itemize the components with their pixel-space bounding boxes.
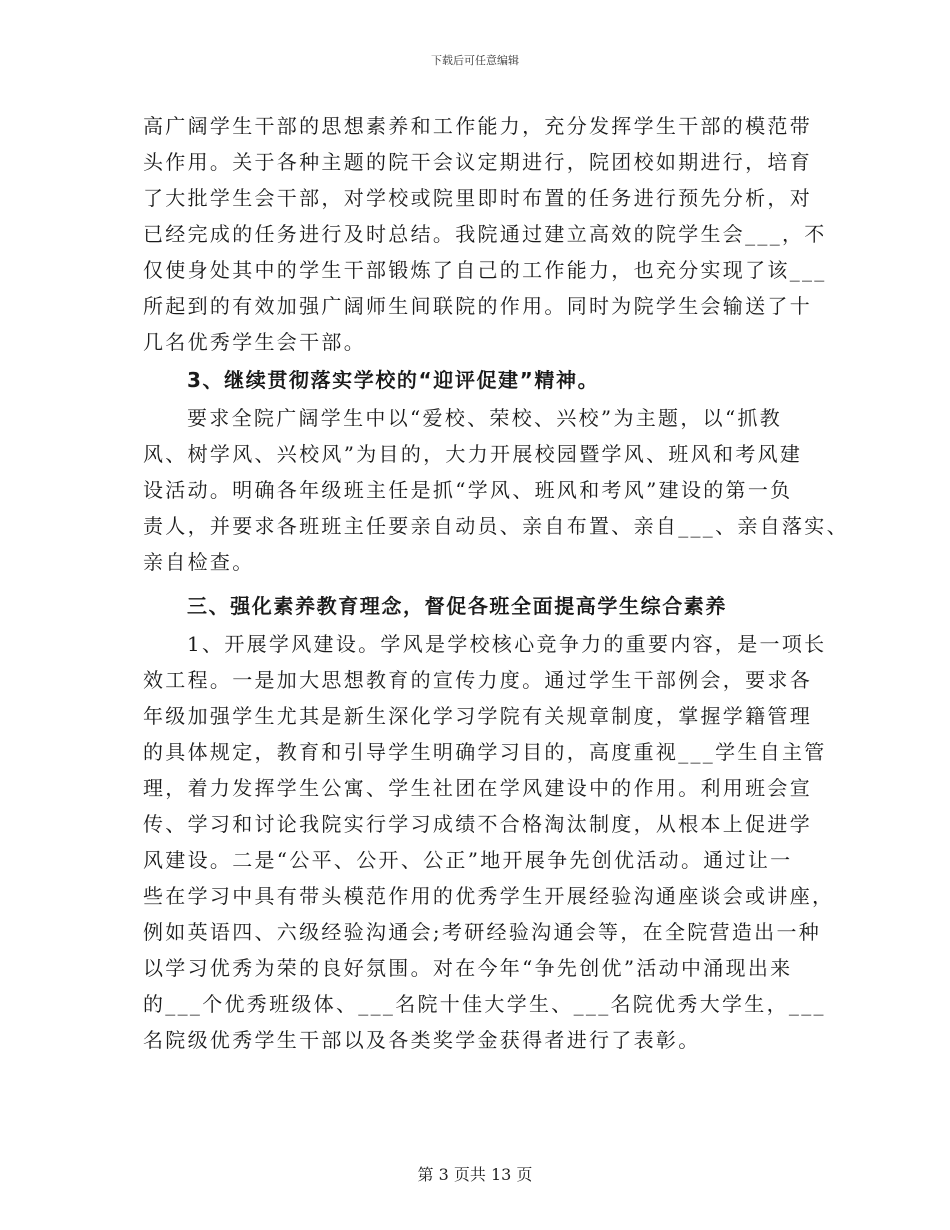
paragraph-line: 传、学习和讨论我院实行学习成绩不合格淘汰制度，从根本上促进学: [143, 812, 812, 836]
paragraph-line: 些在学习中具有带头模范作用的优秀学生开展经验沟通座谈会或讲座，: [143, 884, 835, 908]
paragraph-line: 高广阔学生干部的思想素养和工作能力，充分发挥学生干部的模范带: [143, 114, 812, 138]
paragraph-line: 例如英语四、六级经验沟通会;考研经验沟通会等，在全院营造出一种: [143, 920, 822, 944]
paragraph-line: 了大批学生会干部，对学校或院里即时布置的任务进行预先分析，对: [143, 186, 812, 210]
page-header: 下载后可任意编辑: [431, 54, 519, 67]
paragraph-line: 已经完成的任务进行及时总结。我院通过建立高效的院学生会___，不: [143, 222, 827, 246]
page-footer: 第 3 页共 13 页: [417, 1165, 533, 1184]
paragraph-line: 仅使身处其中的学生干部锻炼了自己的工作能力，也充分实现了该___: [143, 258, 827, 282]
paragraph-line: 风建设。二是“公平、公开、公正”地开展争先创优活动。通过让一: [143, 848, 793, 872]
paragraph-line: 设活动。明确各年级班主任是抓“学风、班风和考风”建设的第一负: [143, 478, 793, 502]
paragraph-line: 的具体规定，教育和引导学生明确学习目的，高度重视___学生自主管: [143, 740, 827, 764]
section-heading: 三、强化素养教育理念，督促各班全面提高学生综合素养: [187, 594, 727, 618]
paragraph-line: 几名优秀学生会干部。: [143, 330, 366, 354]
paragraph-line: 年级加强学生尤其是新生深化学习学院有关规章制度，掌握学籍管理: [143, 704, 812, 728]
paragraph-line: 以学习优秀为荣的良好氛围。对在今年“争先创优”活动中涌现出来: [143, 956, 793, 980]
paragraph-line: 要求全院广阔学生中以“爱校、荣校、兴校”为主题，以“抓教: [187, 406, 783, 430]
paragraph-line: 理，着力发挥学生公寓、学生社团在学风建设中的作用。利用班会宣: [143, 776, 812, 800]
paragraph-line: 亲自检查。: [143, 550, 255, 574]
paragraph-line: 1、开展学风建设。学风是学校核心竞争力的重要内容，是一项长: [187, 632, 827, 656]
paragraph-line: 效工程。一是加大思想教育的宣传力度。通过学生干部例会，要求各: [143, 668, 812, 692]
paragraph-line: 头作用。关于各种主题的院干会议定期进行，院团校如期进行，培育: [143, 150, 812, 174]
paragraph-line: 的___个优秀班级体、___名院十佳大学生、___名院优秀大学生，___: [143, 992, 826, 1016]
paragraph-line: 所起到的有效加强广阔师生间联院的作用。同时为院学生会输送了十: [143, 294, 812, 318]
paragraph-line: 风、树学风、兴校风”为目的，大力开展校园暨学风、班风和考风建: [143, 442, 803, 466]
section-heading: 3、继续贯彻落实学校的“迎评促建”精神。: [187, 368, 600, 392]
paragraph-line: 名院级优秀学生干部以及各类奖学金获得者进行了表彰。: [143, 1028, 701, 1052]
paragraph-line: 责人，并要求各班班主任要亲自动员、亲自布置、亲自___、亲自落实、: [143, 514, 849, 538]
